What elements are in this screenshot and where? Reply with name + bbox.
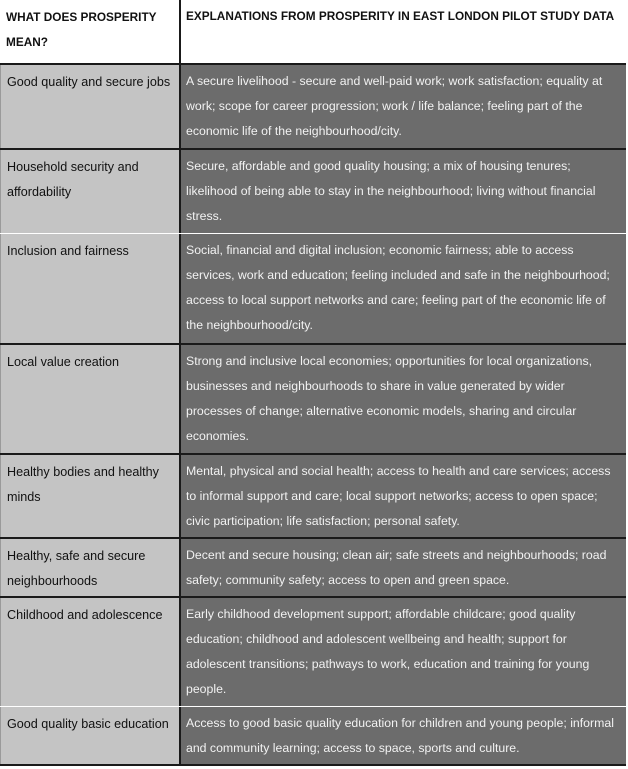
row-text: Decent and secure housing; clean air; safe streets and neighbourhoods; road safety; community safety; access to open and green space. xyxy=(181,539,626,596)
header-right: EXPLANATIONS FROM PROSPERITY IN EAST LONDON PILOT STUDY DATA xyxy=(181,0,626,63)
row-label: Good quality and secure jobs xyxy=(0,65,181,148)
row-text: Strong and inclusive local economies; opportunities for local organizations, businesses and neighbourhoods to share in value generated by wider processes of change; alternative economic models, sharing and circular economies. xyxy=(181,345,626,453)
row-text: Access to good basic quality education for children and young people; informal and community learning; access to space, sports and culture. xyxy=(181,707,626,764)
table-row xyxy=(0,233,626,343)
table-row xyxy=(0,596,626,706)
row-label: Household security and affordability xyxy=(0,150,181,233)
row-label: Good quality basic education xyxy=(0,707,181,764)
row-text: A secure livelihood - secure and well-paid work; work satisfaction; equality at work; scope for career progression; work / life balance; feeling part of the economic life of the neighbourhood/city. xyxy=(181,65,626,148)
row-label: Healthy, safe and secure neighbourhoods xyxy=(0,539,181,596)
table-row xyxy=(0,453,626,537)
table-row xyxy=(0,148,626,233)
row-label: Healthy bodies and healthy minds xyxy=(0,455,181,537)
table-row xyxy=(0,343,626,453)
row-text: Secure, affordable and good quality housing; a mix of housing tenures; likelihood of being able to stay in the neighbourhood; living without financial stress. xyxy=(181,150,626,233)
table-header-row xyxy=(0,0,626,63)
header-left: WHAT DOES PROSPERITY MEAN? xyxy=(0,0,181,63)
row-label: Inclusion and fairness xyxy=(0,234,181,343)
row-text: Social, financial and digital inclusion; economic fairness; able to access services, work and education; feeling included and safe in the neighbourhood; access to local support networks and care; feeling part of the economic life of the neighbourhood/city. xyxy=(181,234,626,343)
table-row xyxy=(0,706,626,764)
row-text: Early childhood development support; affordable childcare; good quality education; childhood and adolescent wellbeing and health; support for adolescent transitions; pathways to work, education and training for young people. xyxy=(181,598,626,706)
row-label: Local value creation xyxy=(0,345,181,453)
row-text: Mental, physical and social health; access to health and care services; access to informal support and care; local support networks; access to open space; civic participation; life satisfaction; personal safety. xyxy=(181,455,626,537)
table-row xyxy=(0,537,626,596)
table-bottom-border xyxy=(0,764,626,766)
row-label: Childhood and adolescence xyxy=(0,598,181,706)
table-row xyxy=(0,63,626,148)
